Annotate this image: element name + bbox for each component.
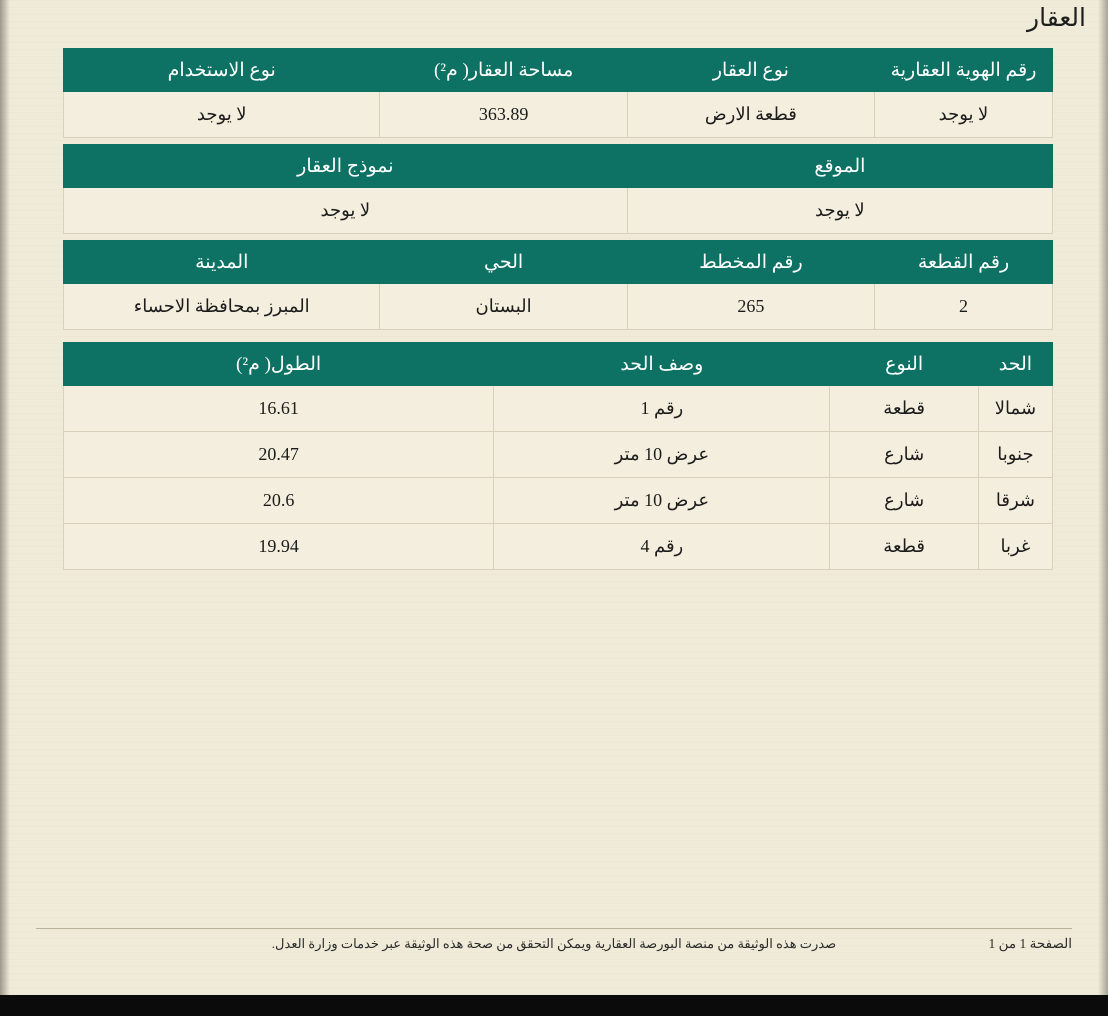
table-row (64, 386, 1053, 432)
table-header-row (64, 49, 1053, 92)
table-cell: عرض 10 متر (494, 478, 830, 524)
column-header: نوع الاستخدام (64, 49, 380, 92)
table-cell: لا يوجد (627, 188, 1052, 234)
column-header: نوع العقار (627, 49, 874, 92)
table-cell: 363.89 (380, 92, 627, 138)
column-header: الحي (380, 241, 627, 284)
table-row (64, 284, 1053, 330)
table-cell: رقم 1 (494, 386, 830, 432)
page-title: العقار (1027, 5, 1086, 32)
table-cell: لا يوجد (874, 92, 1052, 138)
table-cell: شرقا (978, 478, 1052, 524)
table-cell: 16.61 (64, 386, 494, 432)
page-left-shadow (0, 0, 10, 995)
table-cell: البستان (380, 284, 627, 330)
column-header: الطول( م²) (64, 343, 494, 386)
table-cell: شمالا (978, 386, 1052, 432)
boundaries-section (63, 342, 1053, 570)
row-spacer (64, 138, 1053, 145)
table-cell: 2 (874, 284, 1052, 330)
row-spacer (64, 234, 1053, 241)
table-row (64, 478, 1053, 524)
column-header: الحد (978, 343, 1052, 386)
table-cell: غربا (978, 524, 1052, 570)
table-row (64, 188, 1053, 234)
footer-note: صدرت هذه الوثيقة من منصة البورصة العقارية ويمكن التحقق من صحة هذه الوثيقة عبر خدمات وزارة العدل. (271, 936, 837, 951)
boundaries-table (63, 342, 1053, 570)
column-header: رقم الهوية العقارية (874, 49, 1052, 92)
column-header: مساحة العقار( م²) (380, 49, 627, 92)
table-cell: قطعة (830, 524, 978, 570)
page-right-shadow (1098, 0, 1108, 995)
footer-divider (36, 928, 1072, 929)
table-cell: شارع (830, 478, 978, 524)
column-header: نموذج العقار (64, 145, 628, 188)
property-details-table (63, 48, 1053, 330)
property-details-section (63, 48, 1053, 330)
table-cell: قطعة الارض (627, 92, 874, 138)
table-row (64, 92, 1053, 138)
table-cell: 20.6 (64, 478, 494, 524)
table-header-row (64, 145, 1053, 188)
table-cell: 20.47 (64, 432, 494, 478)
table-cell: شارع (830, 432, 978, 478)
table-cell: المبرز بمحافظة الاحساء (64, 284, 380, 330)
table-cell: عرض 10 متر (494, 432, 830, 478)
column-header: رقم المخطط (627, 241, 874, 284)
column-header: رقم القطعة (874, 241, 1052, 284)
table-cell: 19.94 (64, 524, 494, 570)
viewer-bottom-bar (0, 995, 1108, 1016)
column-header: الموقع (627, 145, 1052, 188)
column-header: وصف الحد (494, 343, 830, 386)
table-cell: رقم 4 (494, 524, 830, 570)
table-cell: 265 (627, 284, 874, 330)
table-cell: لا يوجد (64, 92, 380, 138)
table-row (64, 524, 1053, 570)
page-number: الصفحة 1 من 1 (988, 936, 1072, 951)
column-header: المدينة (64, 241, 380, 284)
column-header: النوع (830, 343, 978, 386)
table-cell: قطعة (830, 386, 978, 432)
table-cell: جنوبا (978, 432, 1052, 478)
table-header-row (64, 241, 1053, 284)
table-row (64, 432, 1053, 478)
table-header-row (64, 343, 1053, 386)
table-cell: لا يوجد (64, 188, 628, 234)
